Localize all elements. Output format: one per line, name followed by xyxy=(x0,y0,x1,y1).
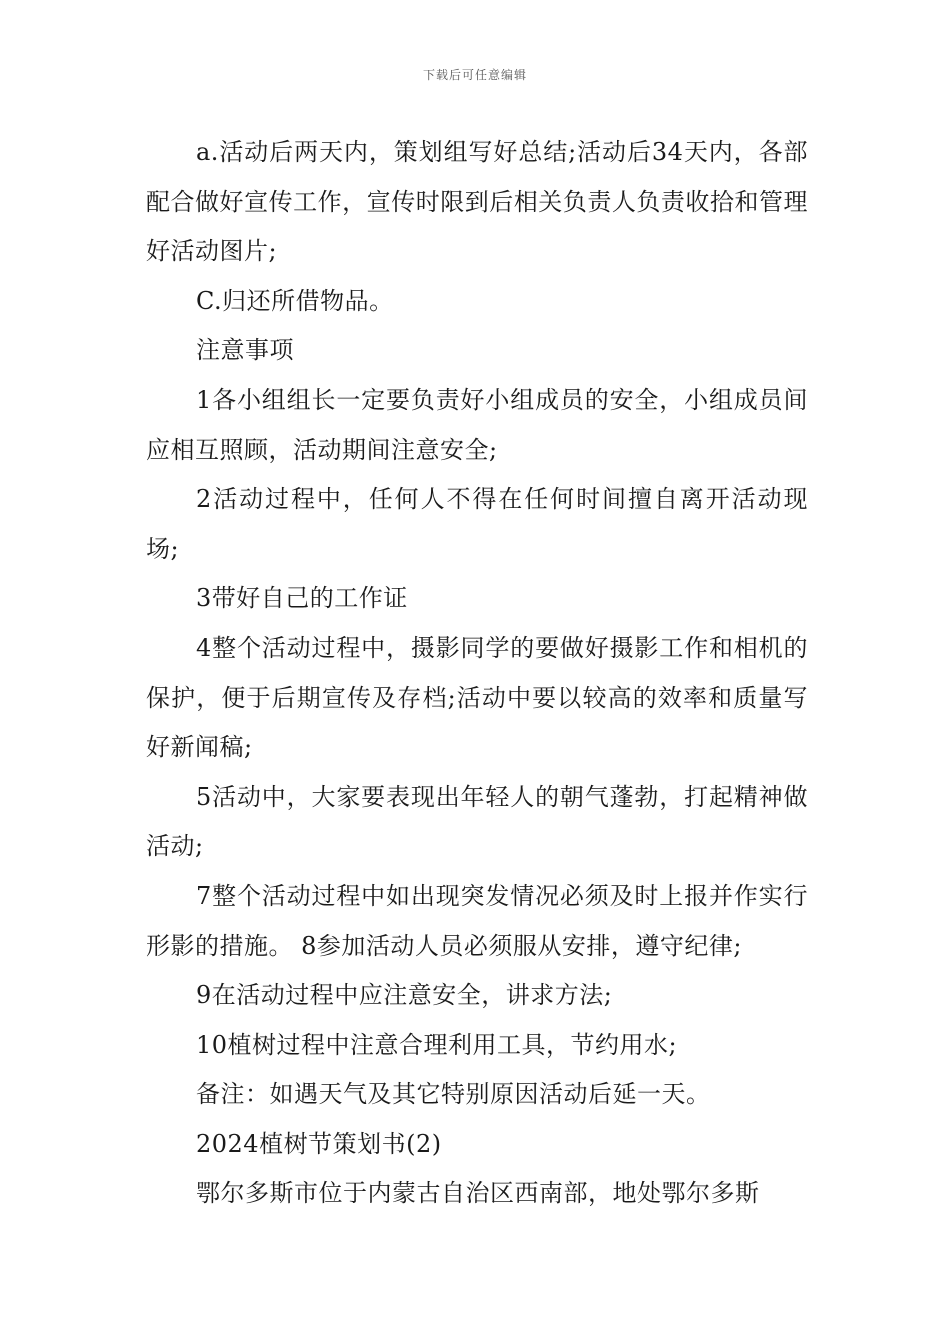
paragraph-note-1: 1各小组组长一定要负责好小组成员的安全，小组成员间应相互照顾，活动期间注意安全; xyxy=(146,385,808,464)
paragraph-return-items: C.归还所借物品。 xyxy=(196,286,394,315)
section-title-plan-2: 2024植树节策划书(2) xyxy=(196,1129,442,1158)
paragraph-note-9: 9在活动过程中应注意安全，讲求方法; xyxy=(196,981,613,1010)
section-heading-notes: 注意事项 xyxy=(196,336,294,365)
paragraph-note-10: 10植树过程中注意合理利用工具，节约用水; xyxy=(196,1030,678,1059)
paragraph-note-3: 3带好自己的工作证 xyxy=(196,584,408,613)
paragraph-note-7-8: 7整个活动过程中如出现突发情况必须及时上报并作实行形影的措施。 8参加活动人员必须服从安排，遵守纪律; xyxy=(146,881,808,960)
paragraph-note-2: 2活动过程中，任何人不得在任何时间擅自离开活动现场; xyxy=(146,485,808,563)
paragraph-ordos-intro: 鄂尔多斯市位于内蒙古自治区西南部，地处鄂尔多斯 xyxy=(196,1179,760,1208)
document-body xyxy=(146,128,808,1219)
page-header: 下载后可任意编辑 xyxy=(422,68,527,82)
paragraph-remark: 备注：如遇天气及其它特别原因活动后延一天。 xyxy=(196,1080,711,1109)
paragraph-note-5: 5活动中，大家要表现出年轻人的朝气蓬勃，打起精神做活动; xyxy=(146,782,808,861)
paragraph-note-4: 4整个活动过程中，摄影同学的要做好摄影工作和相机的保护，便于后期宣传及存档;活动中要以较高的效率和质量写好新闻稿; xyxy=(146,633,808,762)
paragraph-summary: a.活动后两天内，策划组写好总结;活动后34天内，各部配合做好宣传工作，宣传时限到后相关负责人负责收拾和管理好活动图片; xyxy=(146,138,808,266)
